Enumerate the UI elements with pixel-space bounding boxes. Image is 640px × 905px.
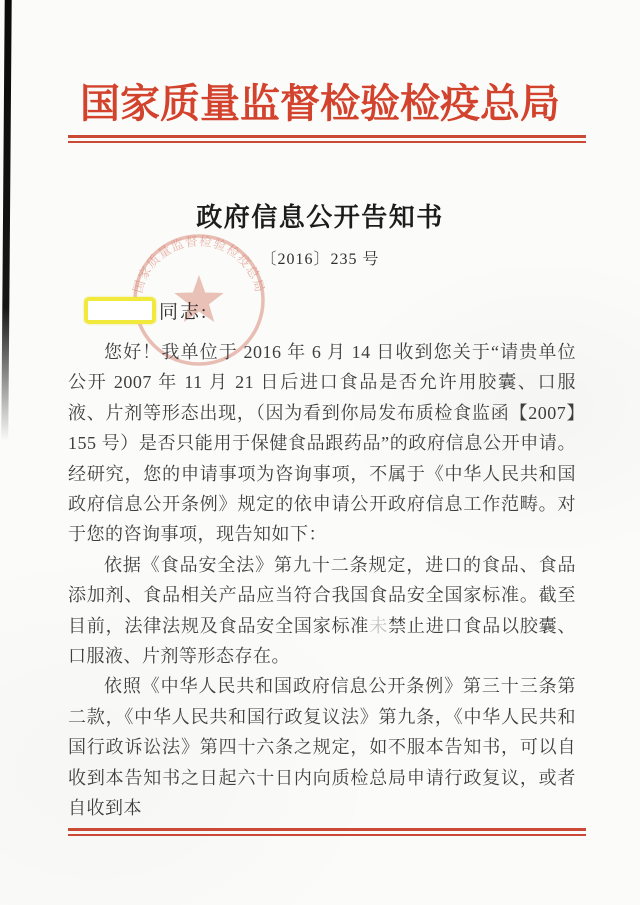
paragraph-1: 您好！我单位于 2016 年 6 月 14 日收到您关于“请贵单位公开 2007 年 11 月 21 日后进口食品是否允许用胶囊、口服液、片剂等形态出现，（因为看到你局发布质检食监函【2007】155 号）是否只能用于保健食品跟药品”的政府信息公开申请。经研究，您的申请事项为咨询事项，不属于《中华人民共和国政府信息公开条例》规定的依申请公开政府信息工作范畴。对于您的咨询事项，现告知如下： [68, 342, 576, 545]
salutation-line [68, 293, 208, 327]
document-number: 〔2016〕235 号 [260, 251, 380, 268]
salutation-suffix: 同志: [159, 301, 209, 323]
redacted-name-highlight [84, 297, 156, 324]
paragraph-3: 依照《中华人民共和国政府信息公开条例》第三十三条第二款，《中华人民共和国行政复议法》第九条，《中华人民共和国行政诉讼法》第四十六条之规定，如不服本告知书，可以自收到本告知书之日起六十日内向质检总局申请行政复议，或者自收到本 [68, 676, 576, 819]
paragraph-2-faded-char: 未 [369, 615, 389, 636]
paragraph-2-post: 禁止进口食品以胶囊、口服液、片剂等形态存在。 [68, 615, 577, 667]
document-title: 政府信息公开告知书 [196, 203, 444, 232]
paragraph-2 [68, 550, 576, 672]
document-body [68, 337, 576, 824]
agency-name-header: 国家质量监督检验检疫总局 [80, 81, 560, 126]
footer-double-rule [68, 828, 586, 836]
seal-arc-text: 国家质量监督检验检疫总局 [130, 234, 268, 295]
header-double-rule [68, 135, 586, 143]
paragraph-2-pre: 依据《食品安全法》第九十二条规定，进口的食品、食品添加剂、食品相关产品应当符合我国食品安全国家标准。截至目前，法律法规及食品安全国家标准 [68, 554, 576, 636]
